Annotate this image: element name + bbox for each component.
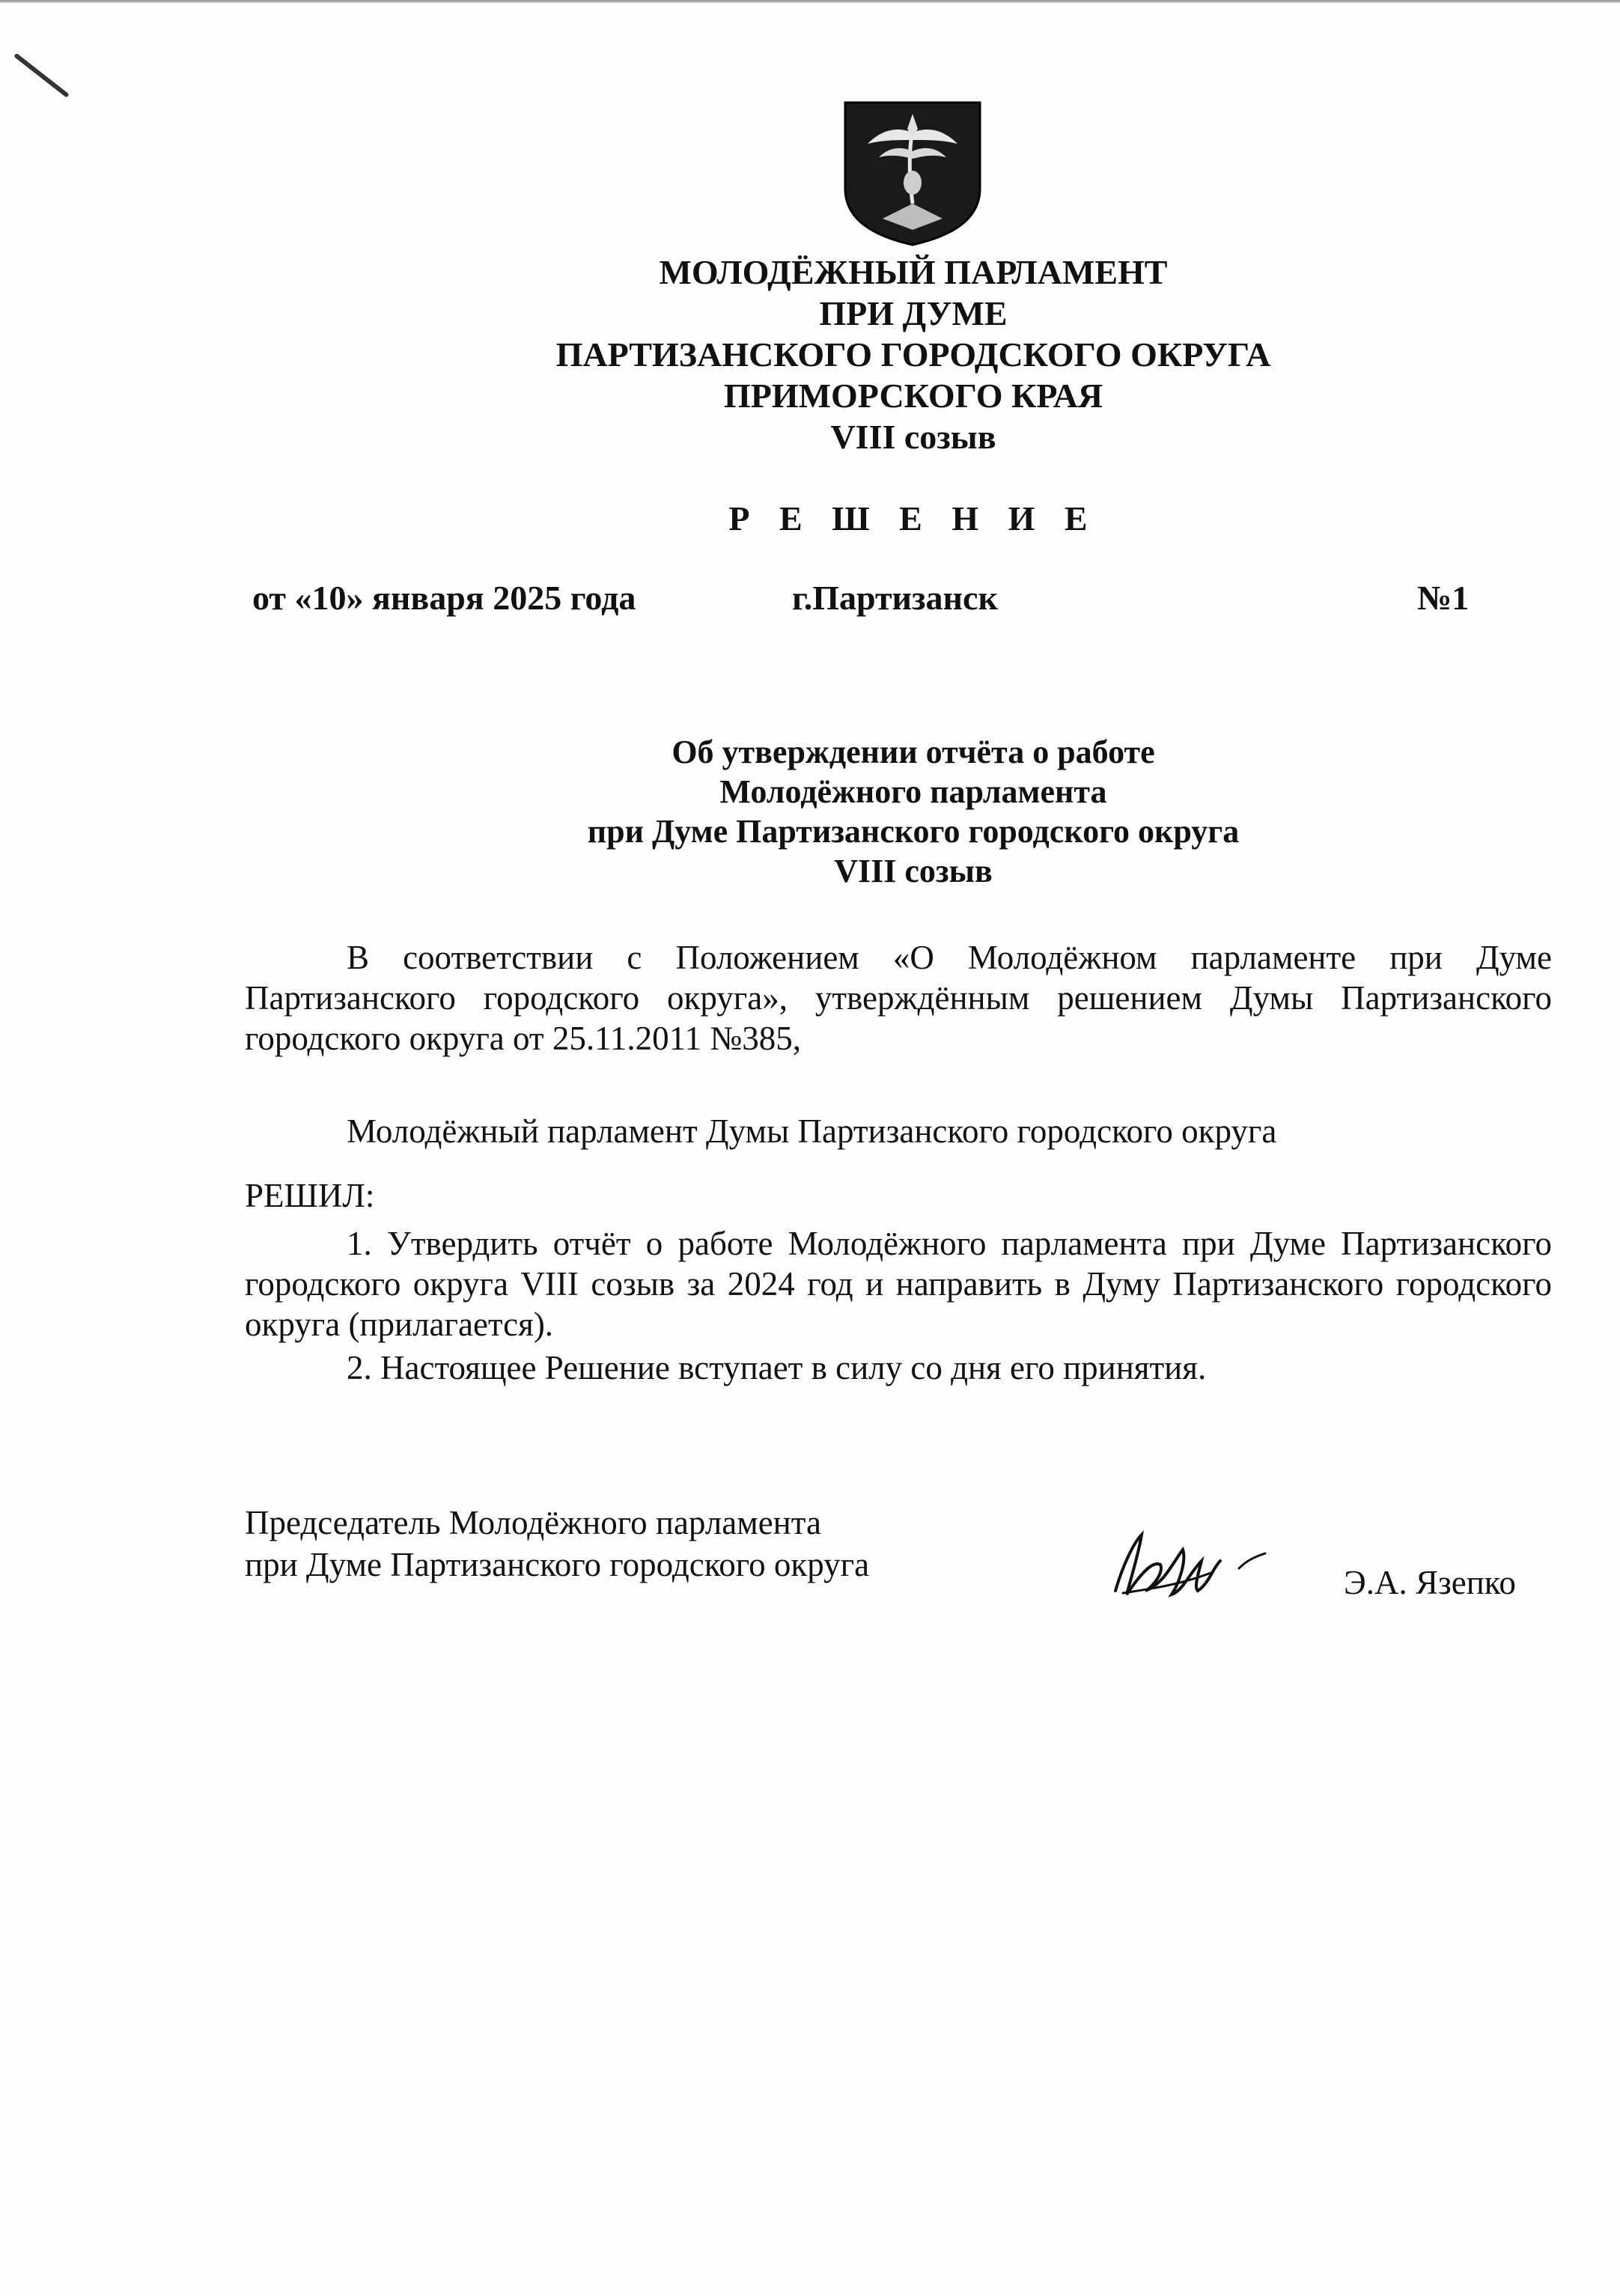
signatory-position-line-2: при Думе Партизанского городского округа xyxy=(245,1546,870,1583)
decision-city: г.Партизанск xyxy=(792,579,998,617)
resolution-item-1: 1. Утвердить отчёт о работе Молодёжного парламента при Думе Партизанского городского округа VIII созыв за 2024 год и направить в Думу Партизанского городского округа (прилагается). xyxy=(245,1225,1552,1343)
signatory-name: Э.А. Язепко xyxy=(1344,1564,1516,1601)
issuer-paragraph: Молодёжный парламент Думы Партизанского городского округа xyxy=(347,1112,1277,1150)
header-line-3: ПАРТИЗАНСКОГО ГОРОДСКОГО ОКРУГА xyxy=(555,335,1271,374)
preamble-paragraph: В соответствии с Положением «О Молодёжном парламенте при Думе Партизанского городского округа», утверждённым решением Думы Партизанского городского округа от 25.11.2011 №385, xyxy=(245,939,1552,1057)
header-line-1: МОЛОДЁЖНЫЙ ПАРЛАМЕНТ xyxy=(659,253,1168,291)
signatory-position-line-1: Председатель Молодёжного парламента xyxy=(245,1504,821,1541)
resolution-item-2: 2. Настоящее Решение вступает в силу со дня его принятия. xyxy=(347,1349,1207,1386)
decision-subject xyxy=(449,732,1377,891)
subject-line-3: при Думе Партизанского городского округа xyxy=(587,813,1240,850)
coat-of-arms-icon xyxy=(841,99,984,249)
decision-number: №1 xyxy=(1417,579,1470,617)
decision-date: от «10» января 2025 года xyxy=(252,579,636,617)
resolved-label: РЕШИЛ: xyxy=(245,1177,375,1214)
handwritten-signature-icon xyxy=(1100,1520,1273,1610)
document-type-title: Р Е Ш Е Н И Е xyxy=(728,499,1098,538)
subject-line-1: Об утверждении отчёта о работе xyxy=(672,734,1155,770)
organization-header xyxy=(449,252,1377,457)
header-line-2: ПРИ ДУМЕ xyxy=(819,294,1008,332)
subject-line-4: VIII созыв xyxy=(834,853,993,889)
scan-edge xyxy=(0,0,1620,3)
header-line-4: ПРИМОРСКОГО КРАЯ xyxy=(723,377,1103,415)
signatory-position xyxy=(245,1502,869,1586)
subject-line-2: Молодёжного парламента xyxy=(719,773,1107,810)
scan-corner-mark xyxy=(13,53,70,98)
header-line-5: VIII созыв xyxy=(830,418,996,456)
